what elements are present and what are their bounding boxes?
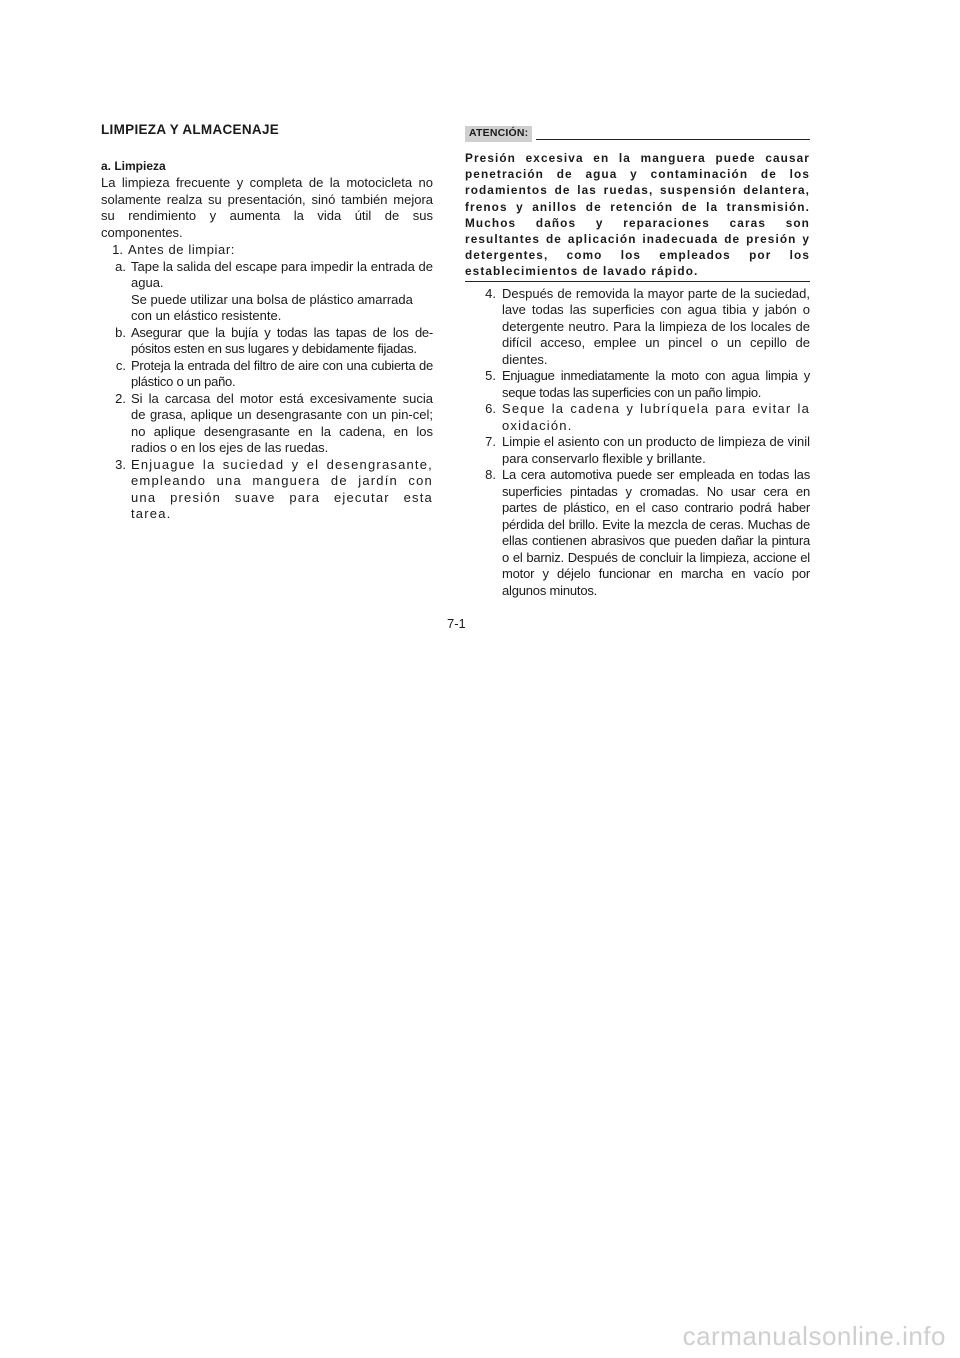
step-number: 2. <box>115 390 126 406</box>
watermark[interactable]: carmanualsonline.info <box>682 1321 946 1351</box>
step-number: 5. <box>485 368 496 384</box>
intro-paragraph: La limpieza frecuente y completa de la motocicleta no solamente realza su presentación, sinó también mejora su rendimiento y aumenta la vida útil de sus componentes. <box>101 175 433 240</box>
step-text: Enjuague la suciedad y el desengrasante, empleando una manguera de jardín con una presión suave para ejecutar esta tarea. <box>131 456 433 521</box>
right-column <box>465 124 810 599</box>
step-number: 3. <box>115 456 126 472</box>
caution-header <box>465 124 810 142</box>
left-column <box>101 122 433 523</box>
page-number: 7-1 <box>447 616 466 631</box>
substep-letter: b. <box>115 324 126 340</box>
step-text: Limpie el asiento con un producto de limpieza de vinil para conservarlo flexible y brillante. <box>502 434 810 466</box>
caution-label: ATENCIÓN: <box>465 126 532 142</box>
step-number: 8. <box>485 467 496 483</box>
step-text: Antes de limpiar: <box>128 242 236 257</box>
step-3 <box>101 457 433 523</box>
substep-letter: a. <box>115 258 126 274</box>
substep-b <box>101 325 433 358</box>
step-2 <box>101 391 433 457</box>
step-6 <box>465 401 810 434</box>
step-4 <box>465 286 810 369</box>
substep-text: Asegurar que la bujía y todas las tapas de los de-pósitos esten en sus lugares y debidamente fijadas. <box>131 324 433 356</box>
substep-text: Tape la salida del escape para impedir la entrada de agua. <box>131 258 433 290</box>
step-text: Si la carcasa del motor está excesivamente sucia de grasa, aplique un desengrasante con un pin-cel; no aplique desengrasante en la cadena, en los radios o en los ejes de las ruedas. <box>131 390 433 455</box>
subsection-title: a. Limpieza <box>101 159 166 173</box>
step-number: 4. <box>485 285 496 301</box>
substep-text: Proteja la entrada del filtro de aire con una cubierta de plástico o un paño. <box>131 357 433 389</box>
step-1 <box>101 242 433 259</box>
step-text: Enjuague inmediatamente la moto con agua limpia y seque todas las superficies con un paño limpio. <box>502 368 810 400</box>
step-5 <box>465 368 810 401</box>
step-number: 1. <box>112 242 123 257</box>
step-text: La cera automotiva puede ser empleada en todas las superficies pintadas y cromadas. No usar cera en partes de plástico, en el caso contrario podrá haber pérdida del brillo. Evite la mezcla de ceras. Muchas de ellas contienen abrasivos que pueden dañar la pintura o el barniz. Después de concluir la limpieza, accione el motor y déjelo funcionar en marcha en vacío por algunos minutos. <box>502 467 810 598</box>
caution-rule <box>536 139 810 140</box>
step-text: Seque la cadena y lubríquela para evitar la oxidación. <box>502 401 810 433</box>
substep-c <box>101 358 433 391</box>
substep-a <box>101 259 433 292</box>
step-7 <box>465 434 810 467</box>
step-8 <box>465 467 810 599</box>
substep-letter: c. <box>115 357 126 373</box>
step-number: 6. <box>485 401 496 417</box>
steps-list <box>465 286 810 600</box>
caution-text: Presión excesiva en la manguera puede causar penetración de agua y contaminación de los rodamientos de las ruedas, suspensión delantera, frenos y anillos de retención de la transmisión. Muchos daños y reparaciones caras son resultantes de aplicación inadecuada de presión y detergentes, como los empleados por los establecimientos de lavado rápido. <box>465 150 810 282</box>
step-number: 7. <box>485 434 496 450</box>
section-title: LIMPIEZA Y ALMACENAJE <box>101 122 280 137</box>
step-text: Después de removida la mayor parte de la suciedad, lave todas las superficies con agua tibia y jabón o detergente neutro. Para la limpieza de los locales de difícil acceso, emplee un pincel o un cepillo de dientes. <box>502 285 810 367</box>
substep-a-continuation: Se puede utilizar una bolsa de plástico amarrada con un elástico resistente. <box>131 291 413 323</box>
